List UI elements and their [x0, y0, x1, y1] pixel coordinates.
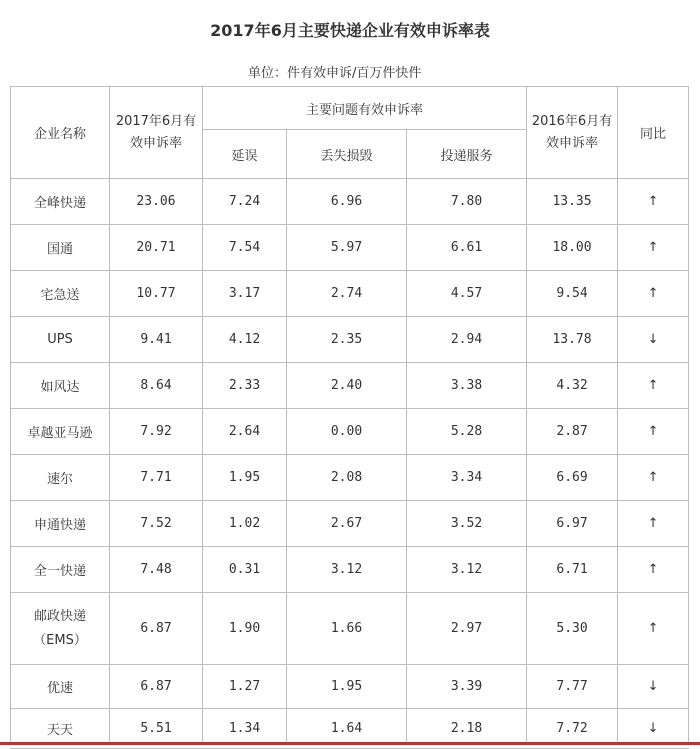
loss-cell: 2.35 [287, 317, 407, 363]
page-title: 2017年6月主要快递企业有效申诉率表 [210, 21, 490, 40]
rate-2016-cell: 5.30 [527, 593, 618, 665]
company-name-cell: 速尔 [11, 455, 110, 501]
unit-label: 单位：件有效申诉/百万件快件 [248, 66, 422, 81]
table-body [11, 179, 689, 749]
yoy-arrow-cell: ↓ [618, 665, 689, 709]
table-row [11, 271, 689, 317]
loss-cell: 6.96 [287, 179, 407, 225]
rate-2016-cell: 6.97 [527, 501, 618, 547]
service-cell: 4.57 [407, 271, 527, 317]
company-name-cell: 天天 [11, 709, 110, 749]
company-name-cell: 宅急送 [11, 271, 110, 317]
company-name-cell: 全峰快递 [11, 179, 110, 225]
delay-cell: 1.34 [203, 709, 287, 749]
service-cell: 7.80 [407, 179, 527, 225]
service-cell: 2.18 [407, 709, 527, 749]
rate-2016-cell: 13.35 [527, 179, 618, 225]
company-name-cell: 如风达 [11, 363, 110, 409]
rate-2017-cell: 7.92 [110, 409, 203, 455]
rate-2017-cell: 7.52 [110, 501, 203, 547]
delay-cell: 2.64 [203, 409, 287, 455]
delay-cell: 1.27 [203, 665, 287, 709]
service-cell: 2.97 [407, 593, 527, 665]
loss-cell: 0.00 [287, 409, 407, 455]
yoy-arrow-cell: ↑ [618, 271, 689, 317]
header-rate-2017: 2017年6月有效申诉率 [110, 87, 203, 179]
yoy-arrow-cell: ↑ [618, 501, 689, 547]
loss-cell: 2.67 [287, 501, 407, 547]
rate-2016-cell: 7.72 [527, 709, 618, 749]
rate-2017-cell: 10.77 [110, 271, 203, 317]
rate-2016-cell: 18.00 [527, 225, 618, 271]
table-row [11, 225, 689, 271]
service-cell: 6.61 [407, 225, 527, 271]
loss-cell: 2.08 [287, 455, 407, 501]
company-name-cell: 全一快递 [11, 547, 110, 593]
yoy-arrow-cell: ↓ [618, 317, 689, 363]
loss-cell: 5.97 [287, 225, 407, 271]
rate-2016-cell: 13.78 [527, 317, 618, 363]
delay-cell: 4.12 [203, 317, 287, 363]
rate-2017-cell: 7.71 [110, 455, 203, 501]
service-cell: 3.39 [407, 665, 527, 709]
loss-cell: 2.40 [287, 363, 407, 409]
complaint-rate-table [10, 86, 689, 749]
delay-cell: 3.17 [203, 271, 287, 317]
rate-2016-cell: 6.69 [527, 455, 618, 501]
yoy-arrow-cell: ↑ [618, 455, 689, 501]
company-name-cell: UPS [11, 317, 110, 363]
yoy-arrow-cell: ↑ [618, 225, 689, 271]
rate-2017-cell: 20.71 [110, 225, 203, 271]
company-name-cell: 邮政快递 （EMS） [11, 593, 110, 665]
service-cell: 5.28 [407, 409, 527, 455]
table-row [11, 363, 689, 409]
header-yoy: 同比 [618, 87, 689, 179]
service-cell: 3.52 [407, 501, 527, 547]
rate-2017-cell: 9.41 [110, 317, 203, 363]
company-name-cell: 卓越亚马逊 [11, 409, 110, 455]
yoy-arrow-cell: ↑ [618, 547, 689, 593]
rate-2016-cell: 9.54 [527, 271, 618, 317]
company-name-cell: 国通 [11, 225, 110, 271]
table-row [11, 409, 689, 455]
service-cell: 3.12 [407, 547, 527, 593]
rate-2016-cell: 2.87 [527, 409, 618, 455]
loss-cell: 2.74 [287, 271, 407, 317]
table-row [11, 501, 689, 547]
rate-2017-cell: 5.51 [110, 709, 203, 749]
loss-cell: 1.66 [287, 593, 407, 665]
table-row [11, 593, 689, 665]
company-name-cell: 申通快递 [11, 501, 110, 547]
header-rate-2016: 2016年6月有效申诉率 [527, 87, 618, 179]
delay-cell: 7.24 [203, 179, 287, 225]
yoy-arrow-cell: ↑ [618, 593, 689, 665]
header-loss: 丢失损毁 [287, 130, 407, 179]
header-main-issue: 主要问题有效申诉率 [203, 87, 527, 130]
table-row [11, 179, 689, 225]
loss-cell: 1.95 [287, 665, 407, 709]
yoy-arrow-cell: ↓ [618, 709, 689, 749]
rate-2016-cell: 6.71 [527, 547, 618, 593]
table-row [11, 317, 689, 363]
delay-cell: 1.90 [203, 593, 287, 665]
company-name-cell: 优速 [11, 665, 110, 709]
loss-cell: 3.12 [287, 547, 407, 593]
yoy-arrow-cell: ↑ [618, 409, 689, 455]
delay-cell: 2.33 [203, 363, 287, 409]
rate-2017-cell: 8.64 [110, 363, 203, 409]
header-service: 投递服务 [407, 130, 527, 179]
delay-cell: 7.54 [203, 225, 287, 271]
delay-cell: 0.31 [203, 547, 287, 593]
rate-2017-cell: 7.48 [110, 547, 203, 593]
header-company: 企业名称 [11, 87, 110, 179]
delay-cell: 1.95 [203, 455, 287, 501]
service-cell: 2.94 [407, 317, 527, 363]
yoy-arrow-cell: ↑ [618, 363, 689, 409]
table-row [11, 665, 689, 709]
table-row [11, 547, 689, 593]
service-cell: 3.34 [407, 455, 527, 501]
delay-cell: 1.02 [203, 501, 287, 547]
service-cell: 3.38 [407, 363, 527, 409]
rate-2017-cell: 6.87 [110, 665, 203, 709]
header-delay: 延误 [203, 130, 287, 179]
rate-2017-cell: 23.06 [110, 179, 203, 225]
rate-2016-cell: 4.32 [527, 363, 618, 409]
rate-2017-cell: 6.87 [110, 593, 203, 665]
yoy-arrow-cell: ↑ [618, 179, 689, 225]
loss-cell: 1.64 [287, 709, 407, 749]
rate-2016-cell: 7.77 [527, 665, 618, 709]
table-row [11, 455, 689, 501]
